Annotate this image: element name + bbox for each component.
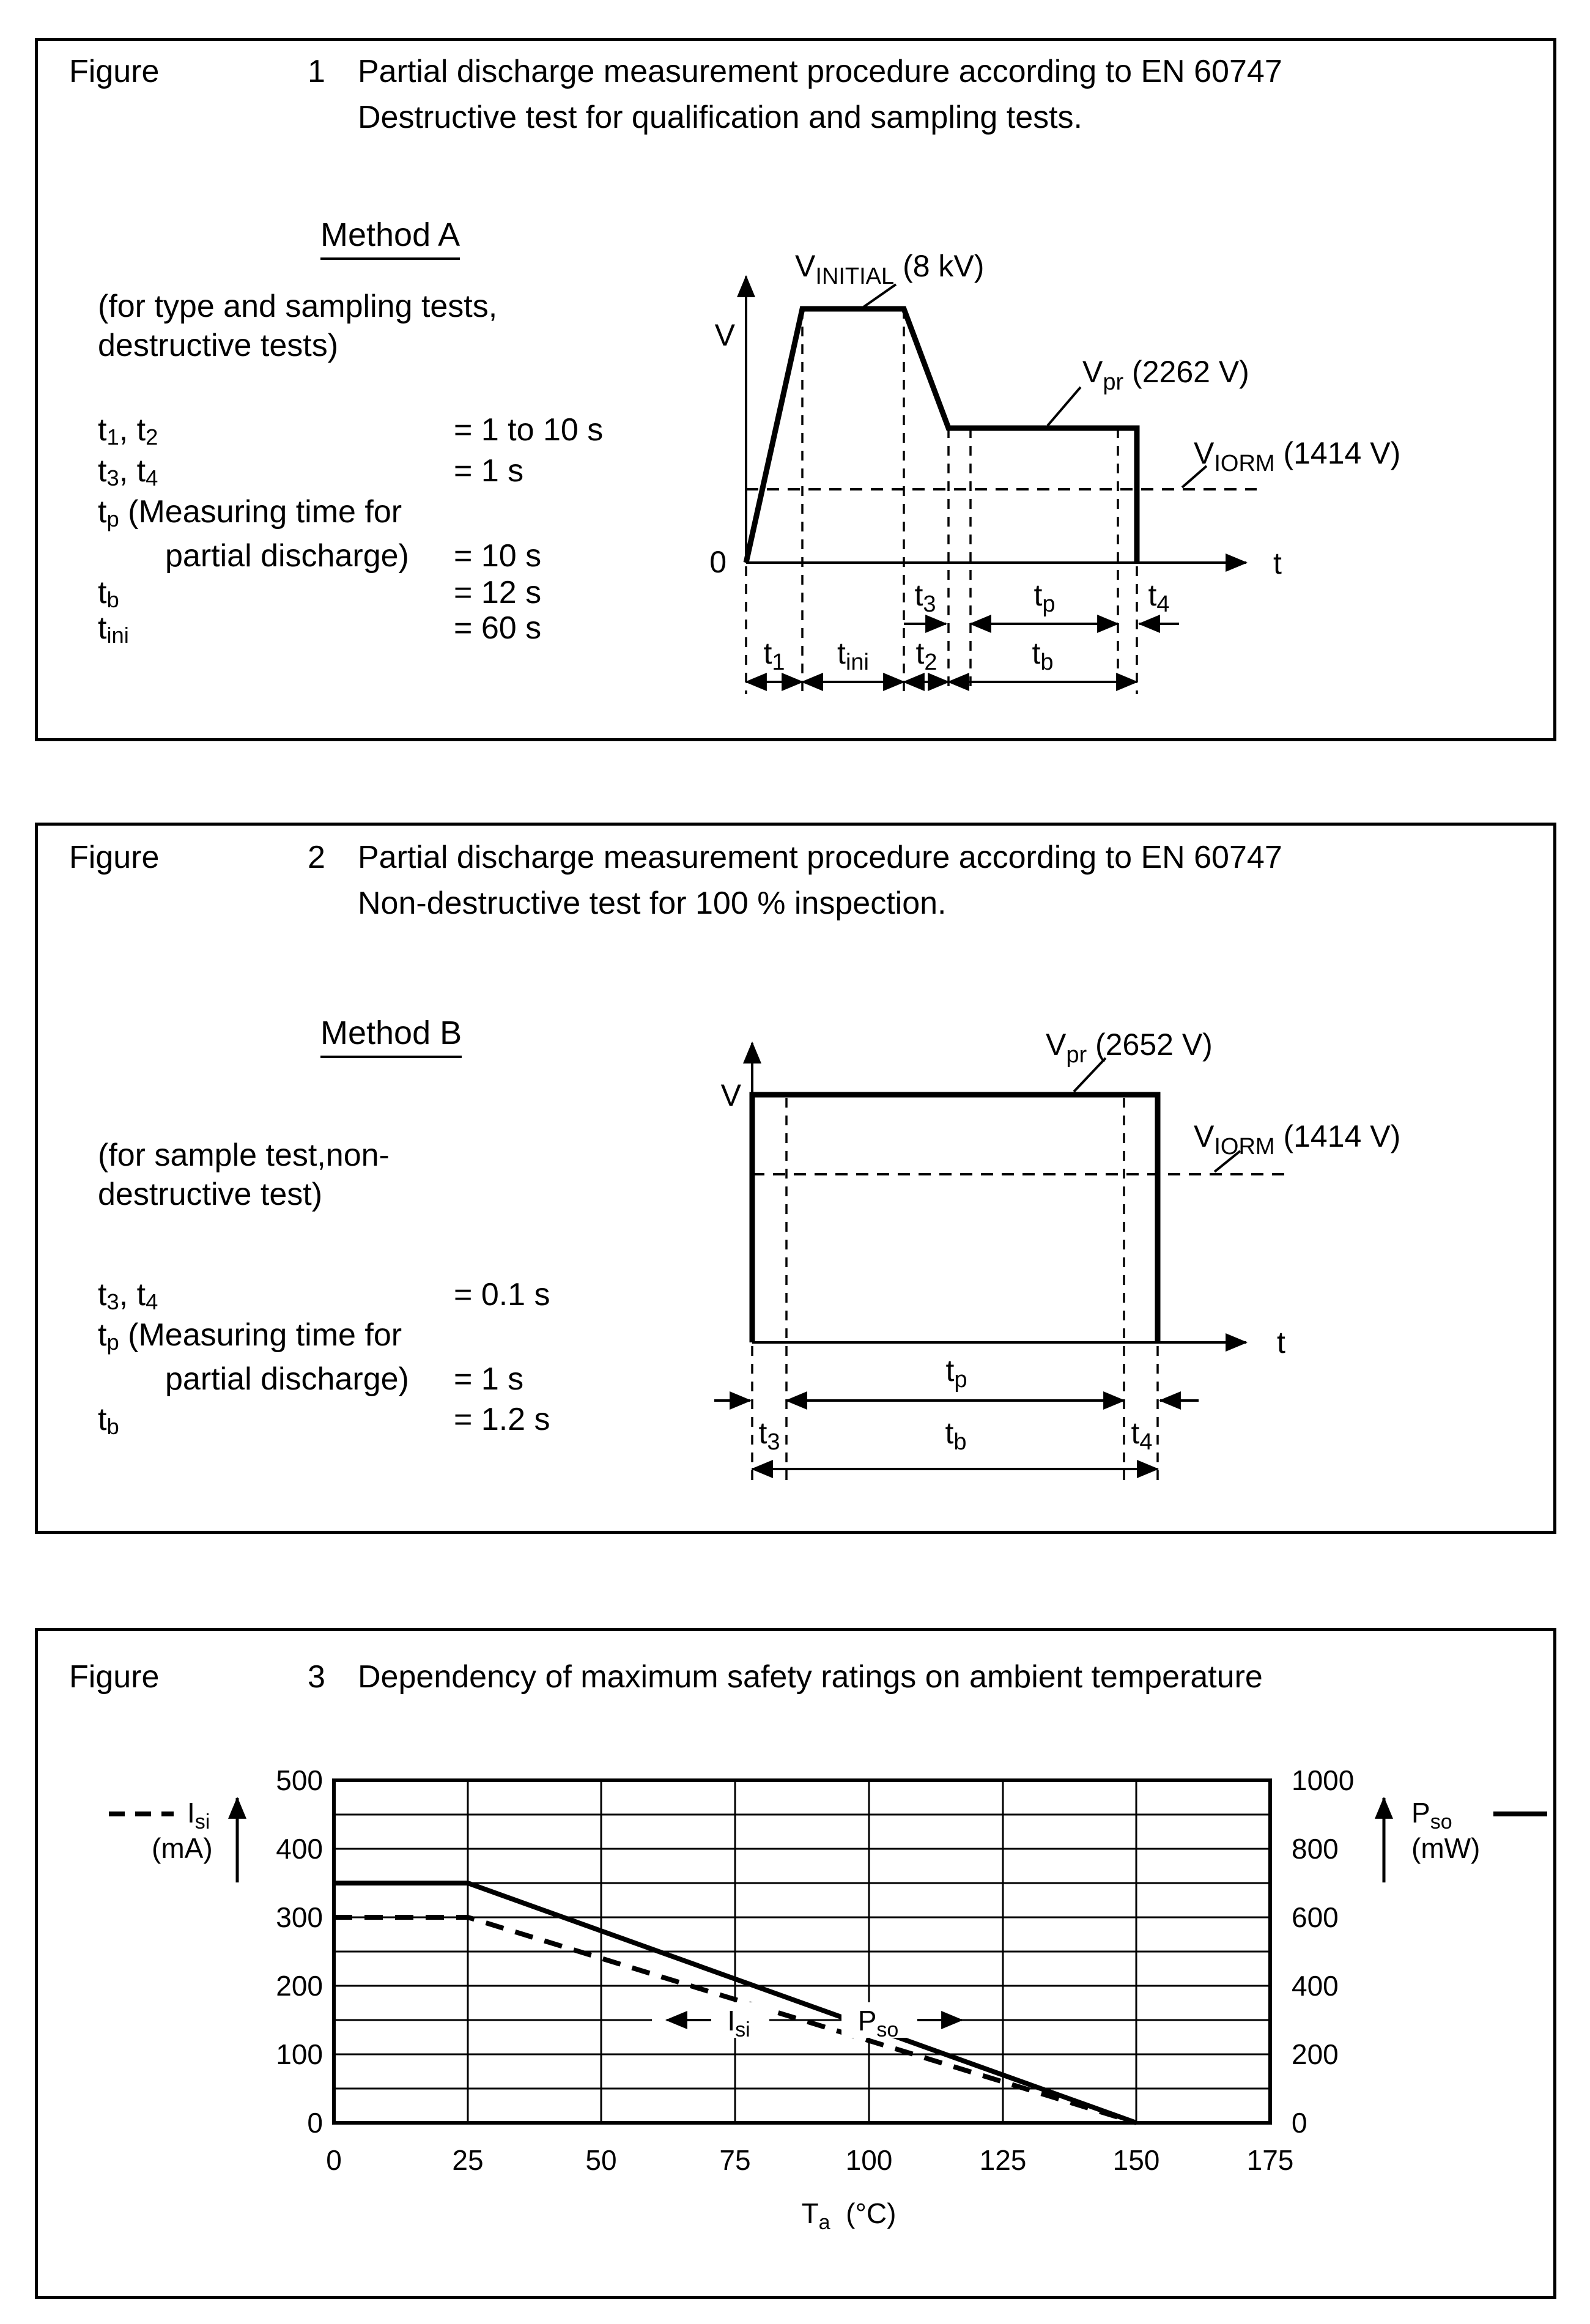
fig1-dim-tp-label: $t_p$ <box>1034 578 1056 617</box>
figure3-derating-chart <box>35 1706 1552 2287</box>
figure2-title-line1: Partial discharge measurement procedure according to EN 60747 <box>358 840 1282 875</box>
figure2-scope-line2: destructive test) <box>98 1177 323 1212</box>
pso-annotation-label: $P_{so}$ <box>857 2005 899 2041</box>
chart-gridlines <box>334 1780 1270 2123</box>
figure2-value-t3-t4: = 0.1 s <box>454 1277 550 1312</box>
chart-x-axis-ticks <box>326 2144 1293 2176</box>
figure2-param-tp: tp (Measuring time for <box>98 1317 402 1355</box>
x-tick-150: 150 <box>1112 2144 1160 2176</box>
fig2-dim-t3-label: $t_3$ <box>758 1416 780 1455</box>
figure2-value-tp: = 1 s <box>454 1361 524 1397</box>
figure3-label: Figure <box>69 1659 160 1695</box>
x-tick-175: 175 <box>1246 2144 1294 2176</box>
left-tick-400: 400 <box>276 1833 323 1865</box>
fig1-dim-tini-label: $t_{ini}$ <box>837 636 869 675</box>
figure1-param-tp: tp (Measuring time for <box>98 494 402 532</box>
figure1-number: 1 <box>308 54 325 89</box>
pso-legend-label: $P_{so}$ <box>1411 1797 1452 1834</box>
right-tick-0: 0 <box>1292 2107 1307 2139</box>
figure2-label: Figure <box>69 840 160 875</box>
figure1-method-heading: Method A <box>320 216 460 260</box>
chart-curve-annotations <box>652 2002 962 2041</box>
fig1-voltage-waveform <box>746 309 1137 563</box>
x-tick-50: 50 <box>585 2144 617 2176</box>
fig2-viorm-label: $V_{IORM}$ (1414 V) <box>1194 1119 1401 1160</box>
chart-left-legend <box>109 1797 237 1882</box>
left-tick-300: 300 <box>276 1901 323 1933</box>
fig1-t-axis-label: t <box>1273 546 1282 580</box>
figure3-number: 3 <box>308 1659 325 1695</box>
figure1-scope-line2: destructive tests) <box>98 328 339 363</box>
x-tick-25: 25 <box>452 2144 484 2176</box>
fig2-voltage-waveform <box>752 1095 1158 1342</box>
figure2-scope-line1: (for sample test,non- <box>98 1138 390 1173</box>
isi-legend-label: $I_{si}$ <box>187 1797 210 1834</box>
fig1-viorm-label: $V_{IORM}$ (1414 V) <box>1194 436 1401 476</box>
chart-left-axis-ticks <box>276 1764 323 2139</box>
left-tick-100: 100 <box>276 2038 323 2070</box>
figure2-title-line2: Non-destructive test for 100 % inspection. <box>358 886 947 921</box>
fig1-dim-t4-label: $t_4$ <box>1148 578 1170 617</box>
figure1-value-t3-t4: = 1 s <box>454 453 524 489</box>
isi-legend-unit: (mA) <box>152 1832 213 1864</box>
pso-legend-unit: (mW) <box>1411 1832 1481 1864</box>
figure1-value-tb: = 12 s <box>454 575 542 610</box>
figure3-title: Dependency of maximum safety ratings on ambient temperature <box>358 1659 1263 1695</box>
x-tick-125: 125 <box>979 2144 1027 2176</box>
left-tick-500: 500 <box>276 1764 323 1796</box>
fig1-origin-label: 0 <box>709 545 727 579</box>
chart-right-axis-ticks <box>1292 1764 1354 2139</box>
figure1-waveform-diagram <box>697 239 1541 722</box>
fig2-dim-tb-label: $t_b$ <box>945 1416 967 1455</box>
figure1-title-line2: Destructive test for qualification and sampling tests. <box>358 100 1083 135</box>
figure2-param-tp-line2: partial discharge) <box>165 1361 409 1397</box>
fig2-v-axis-label: V <box>720 1078 741 1112</box>
fig1-dim-t3-label: $t_3$ <box>914 578 936 617</box>
figure1-value-t1-t2: = 1 to 10 s <box>454 412 604 448</box>
right-tick-800: 800 <box>1292 1833 1339 1865</box>
figure2-number: 2 <box>308 840 325 875</box>
right-tick-1000: 1000 <box>1292 1764 1355 1796</box>
fig2-vpr-label: $V_{pr}$ (2652 V) <box>1046 1027 1213 1068</box>
left-tick-200: 200 <box>276 1970 323 2002</box>
fig1-dim-t2-label: $t_2$ <box>915 636 937 675</box>
fig1-lower-dimension-row <box>746 636 1137 682</box>
fig2-dim-t4-label: $t_4$ <box>1131 1416 1153 1455</box>
fig1-vpr-pointer <box>1048 387 1081 426</box>
figure2-value-tb: = 1.2 s <box>454 1402 550 1437</box>
figure1-scope-line1: (for type and sampling tests, <box>98 289 498 324</box>
fig2-lower-dimension-row <box>752 1416 1158 1469</box>
figure2-waveform-diagram <box>697 997 1541 1492</box>
figure2-param-tb: tb <box>98 1402 119 1440</box>
fig1-v-axis-label: V <box>714 318 735 352</box>
figure1-param-t3-t4: t3, t4 <box>98 453 158 491</box>
figure2-method-heading: Method B <box>320 1014 462 1058</box>
x-tick-0: 0 <box>326 2144 342 2176</box>
x-tick-100: 100 <box>845 2144 893 2176</box>
figure1-label: Figure <box>69 54 160 89</box>
fig1-vpr-label: $V_{pr}$ (2262 V) <box>1082 355 1249 395</box>
chart-x-axis-title: $T_a$ (°C) <box>801 2197 897 2234</box>
fig1-dim-t1-label: $t_1$ <box>763 636 785 675</box>
right-tick-600: 600 <box>1292 1901 1339 1933</box>
figure1-param-tb: tb <box>98 575 119 613</box>
right-tick-200: 200 <box>1292 2038 1339 2070</box>
x-tick-75: 75 <box>719 2144 751 2176</box>
figure2-param-t3-t4: t3, t4 <box>98 1277 158 1315</box>
figure1-param-t1-t2: t1, t2 <box>98 412 158 450</box>
fig2-upper-dimension-row <box>714 1353 1199 1401</box>
figure1-value-tini: = 60 s <box>454 610 542 646</box>
figure1-title-line1: Partial discharge measurement procedure according to EN 60747 <box>358 54 1282 89</box>
fig2-t-axis-label: t <box>1277 1325 1285 1360</box>
figure1-value-tp: = 10 s <box>454 538 542 574</box>
fig1-vinitial-label: $V_{INITIAL}$ (8 kV) <box>795 249 985 289</box>
chart-right-legend <box>1384 1797 1547 1882</box>
right-tick-400: 400 <box>1292 1970 1339 2002</box>
fig2-dim-tp-label: $t_p$ <box>945 1353 967 1393</box>
isi-annotation-label: $I_{si}$ <box>727 2005 750 2041</box>
figure1-param-tp-line2: partial discharge) <box>165 538 409 574</box>
left-tick-0: 0 <box>307 2107 323 2139</box>
figure1-param-tini: tini <box>98 610 129 648</box>
fig1-dim-tb-label: $t_b$ <box>1032 636 1054 675</box>
